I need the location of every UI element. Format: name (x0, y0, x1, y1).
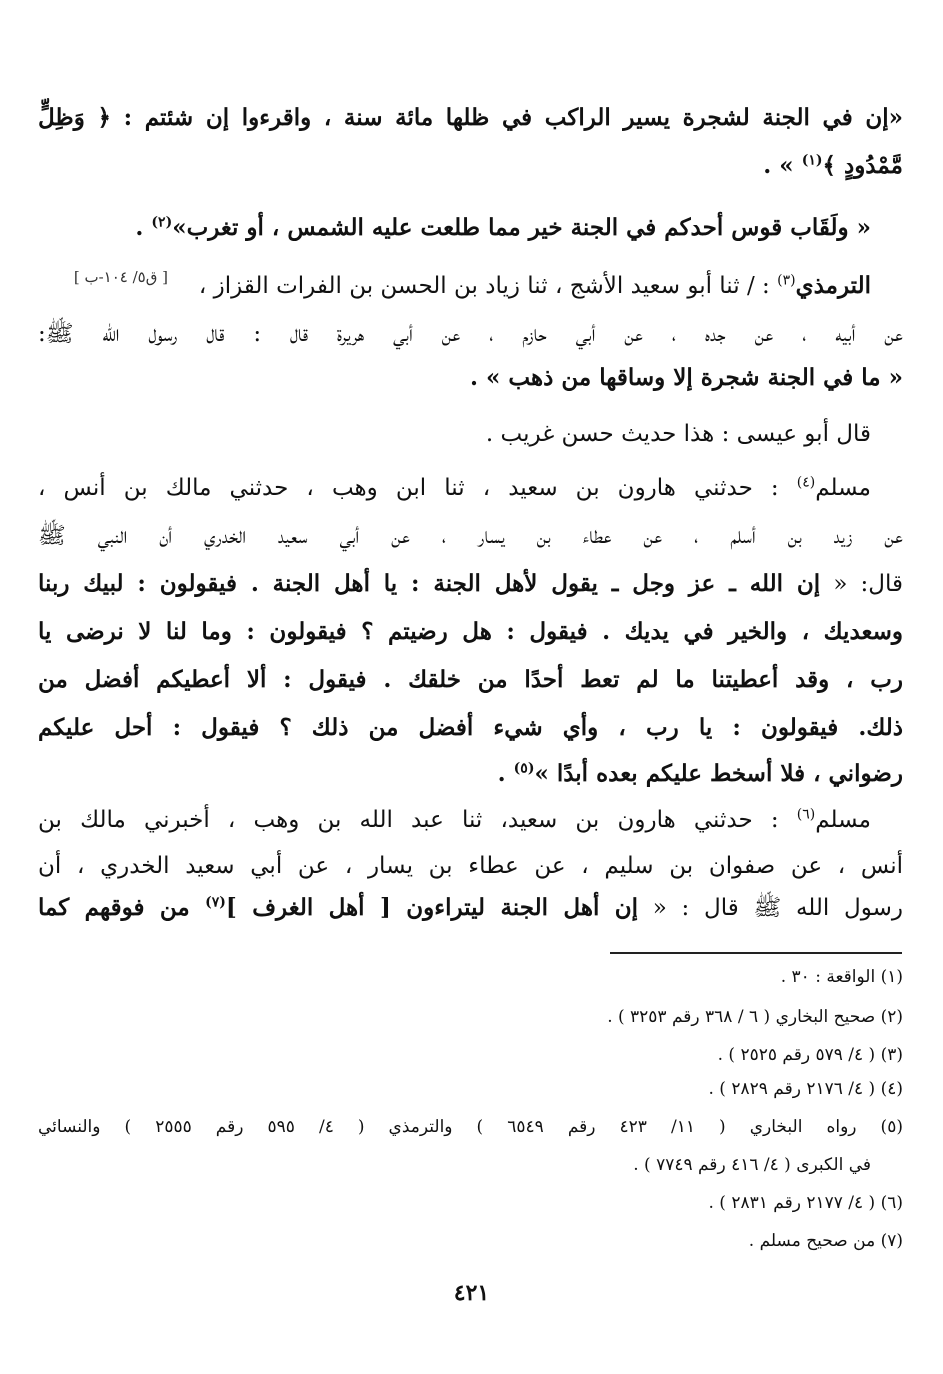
footnote-ref: (٣) (777, 272, 796, 289)
footnote-7: (٧) من صحيح مسلم . (748, 1231, 903, 1251)
hadith-line-2: مَّمْدُودٍ ﴾$^{(١)}$ » . (763, 152, 903, 179)
footnote-ref: (٤) (796, 474, 816, 491)
hadith-line-5-4: وسعديك ، والخير في يديك . فيقول : هل رضيتم ؟ فيقولون : وما لنا لا نرضى يا (38, 618, 903, 645)
hadith-paragraph-2: « ولَقَاب قوس أحدكم في الجنة خير مما طلعت عليه الشمس ، أو تغرب»$^{(٢)}$ . (135, 214, 871, 241)
isnad-line-2: عن أبيه ، عن جده ، عن أبي حازم ، عن أبي هريرة قال : قال رسول الله ﷺ: (38, 321, 903, 347)
manuscript-folio-note: [ ق٥/ ١٠٤-ب ] (73, 268, 168, 286)
footnote-1: (١) الواقعة : ٣٠ . (780, 967, 903, 987)
footnote-ref: (١) (801, 152, 823, 169)
footnote-2: (٢) صحيح البخاري ( ٦ / ٣٦٨ رقم ٣٢٥٣ ) . (607, 1007, 903, 1027)
isnad-line-6-2: أنس ، عن صفوان بن سليم ، عن عطاء بن يسار ، عن أبي سعيد الخدري ، أن (38, 853, 903, 879)
footnote-5-line-1: (٥) رواه البخاري ( ١١/ ٤٢٣ رقم ٦٥٤٩ ) والترمذي ( ٤/ ٥٩٥ رقم ٢٥٥٥ ) والنسائي (38, 1117, 903, 1137)
page-number: ٤٢١ (453, 1280, 490, 1306)
isnad-line-6-1: مسلم$^{(٦)}$ : حدثني هارون بن سعيد، ثنا عبد الله بن وهب ، أخبرني مالك بن (38, 806, 871, 833)
footnote-4: (٤) ( ٤/ ٢١٧٦ رقم ٢٨٢٩ ) . (708, 1079, 903, 1099)
footnote-6: (٦) ( ٤/ ٢١٧٧ رقم ٢٨٣١ ) . (708, 1193, 903, 1213)
hadith-line-5-3: قال: « إن الله ـ عز وجل ـ يقول لأهل الجنة : يا أهل الجنة . فيقولون : لبيك ربنا (38, 570, 903, 597)
isnad-line-5-1: مسلم$^{(٤)}$ : حدثني هارون بن سعيد ، ثنا ابن وهب ، حدثني مالك بن أنس ، (38, 474, 871, 501)
hadith-line-5-6: ذلك. فيقولون : يا رب ، وأي شيء أفضل من ذلك ؟ فيقول : أحل عليكم (38, 714, 903, 741)
footnote-ref: (٢) (151, 214, 173, 231)
isnad-line-5-2: عن زيد بن أسلم ، عن عطاء بن يسار ، عن أبي سعيد الخدري أن النبي ﷺ (38, 523, 903, 549)
tirmidhi-grading: قال أبو عيسى : هذا حديث حسن غريب . (485, 421, 871, 447)
hadith-text-3: « ما في الجنة شجرة إلا وساقها من ذهب » . (470, 364, 903, 391)
isnad-line-1: الترمذي$^{(٣)}$ : / ثنا أبو سعيد الأشج ، ثنا زياد بن الحسن بن الفرات القزاز ، (198, 272, 871, 299)
hadith-line-5-7: رضواني ، فلا أسخط عليكم بعده أبدًا »$^{(٥)}$ . (497, 760, 903, 787)
hadith-line-6-3: رسول الله ﷺ قال : « إن أهل الجنة ليتراءون [ أهل الغرف ]$^{(٧)}$ من فوقهم كما (38, 894, 903, 921)
footnote-ref: (٧) (205, 894, 226, 911)
hadith-line-5-5: رب ، وقد أعطيتنا ما لم تعط أحدًا من خلقك . فيقول : ألا أعطيكم أفضل من (38, 666, 903, 693)
footnote-3: (٣) ( ٤/ ٥٧٩ رقم ٢٥٢٥ ) . (717, 1045, 903, 1065)
footnote-5-line-2: في الكبرى ( ٤/ ٤١٦ رقم ٧٧٤٩ ) . (633, 1155, 871, 1175)
footnote-ref: (٥) (513, 760, 535, 777)
hadith-line-1: «إن في الجنة لشجرة يسير الراكب في ظلها مائة سنة ، واقرءوا إن شئتم : ﴿ وَظِلٍّ (38, 104, 903, 131)
footnote-ref: (٦) (796, 806, 816, 823)
footnote-separator (610, 952, 902, 954)
